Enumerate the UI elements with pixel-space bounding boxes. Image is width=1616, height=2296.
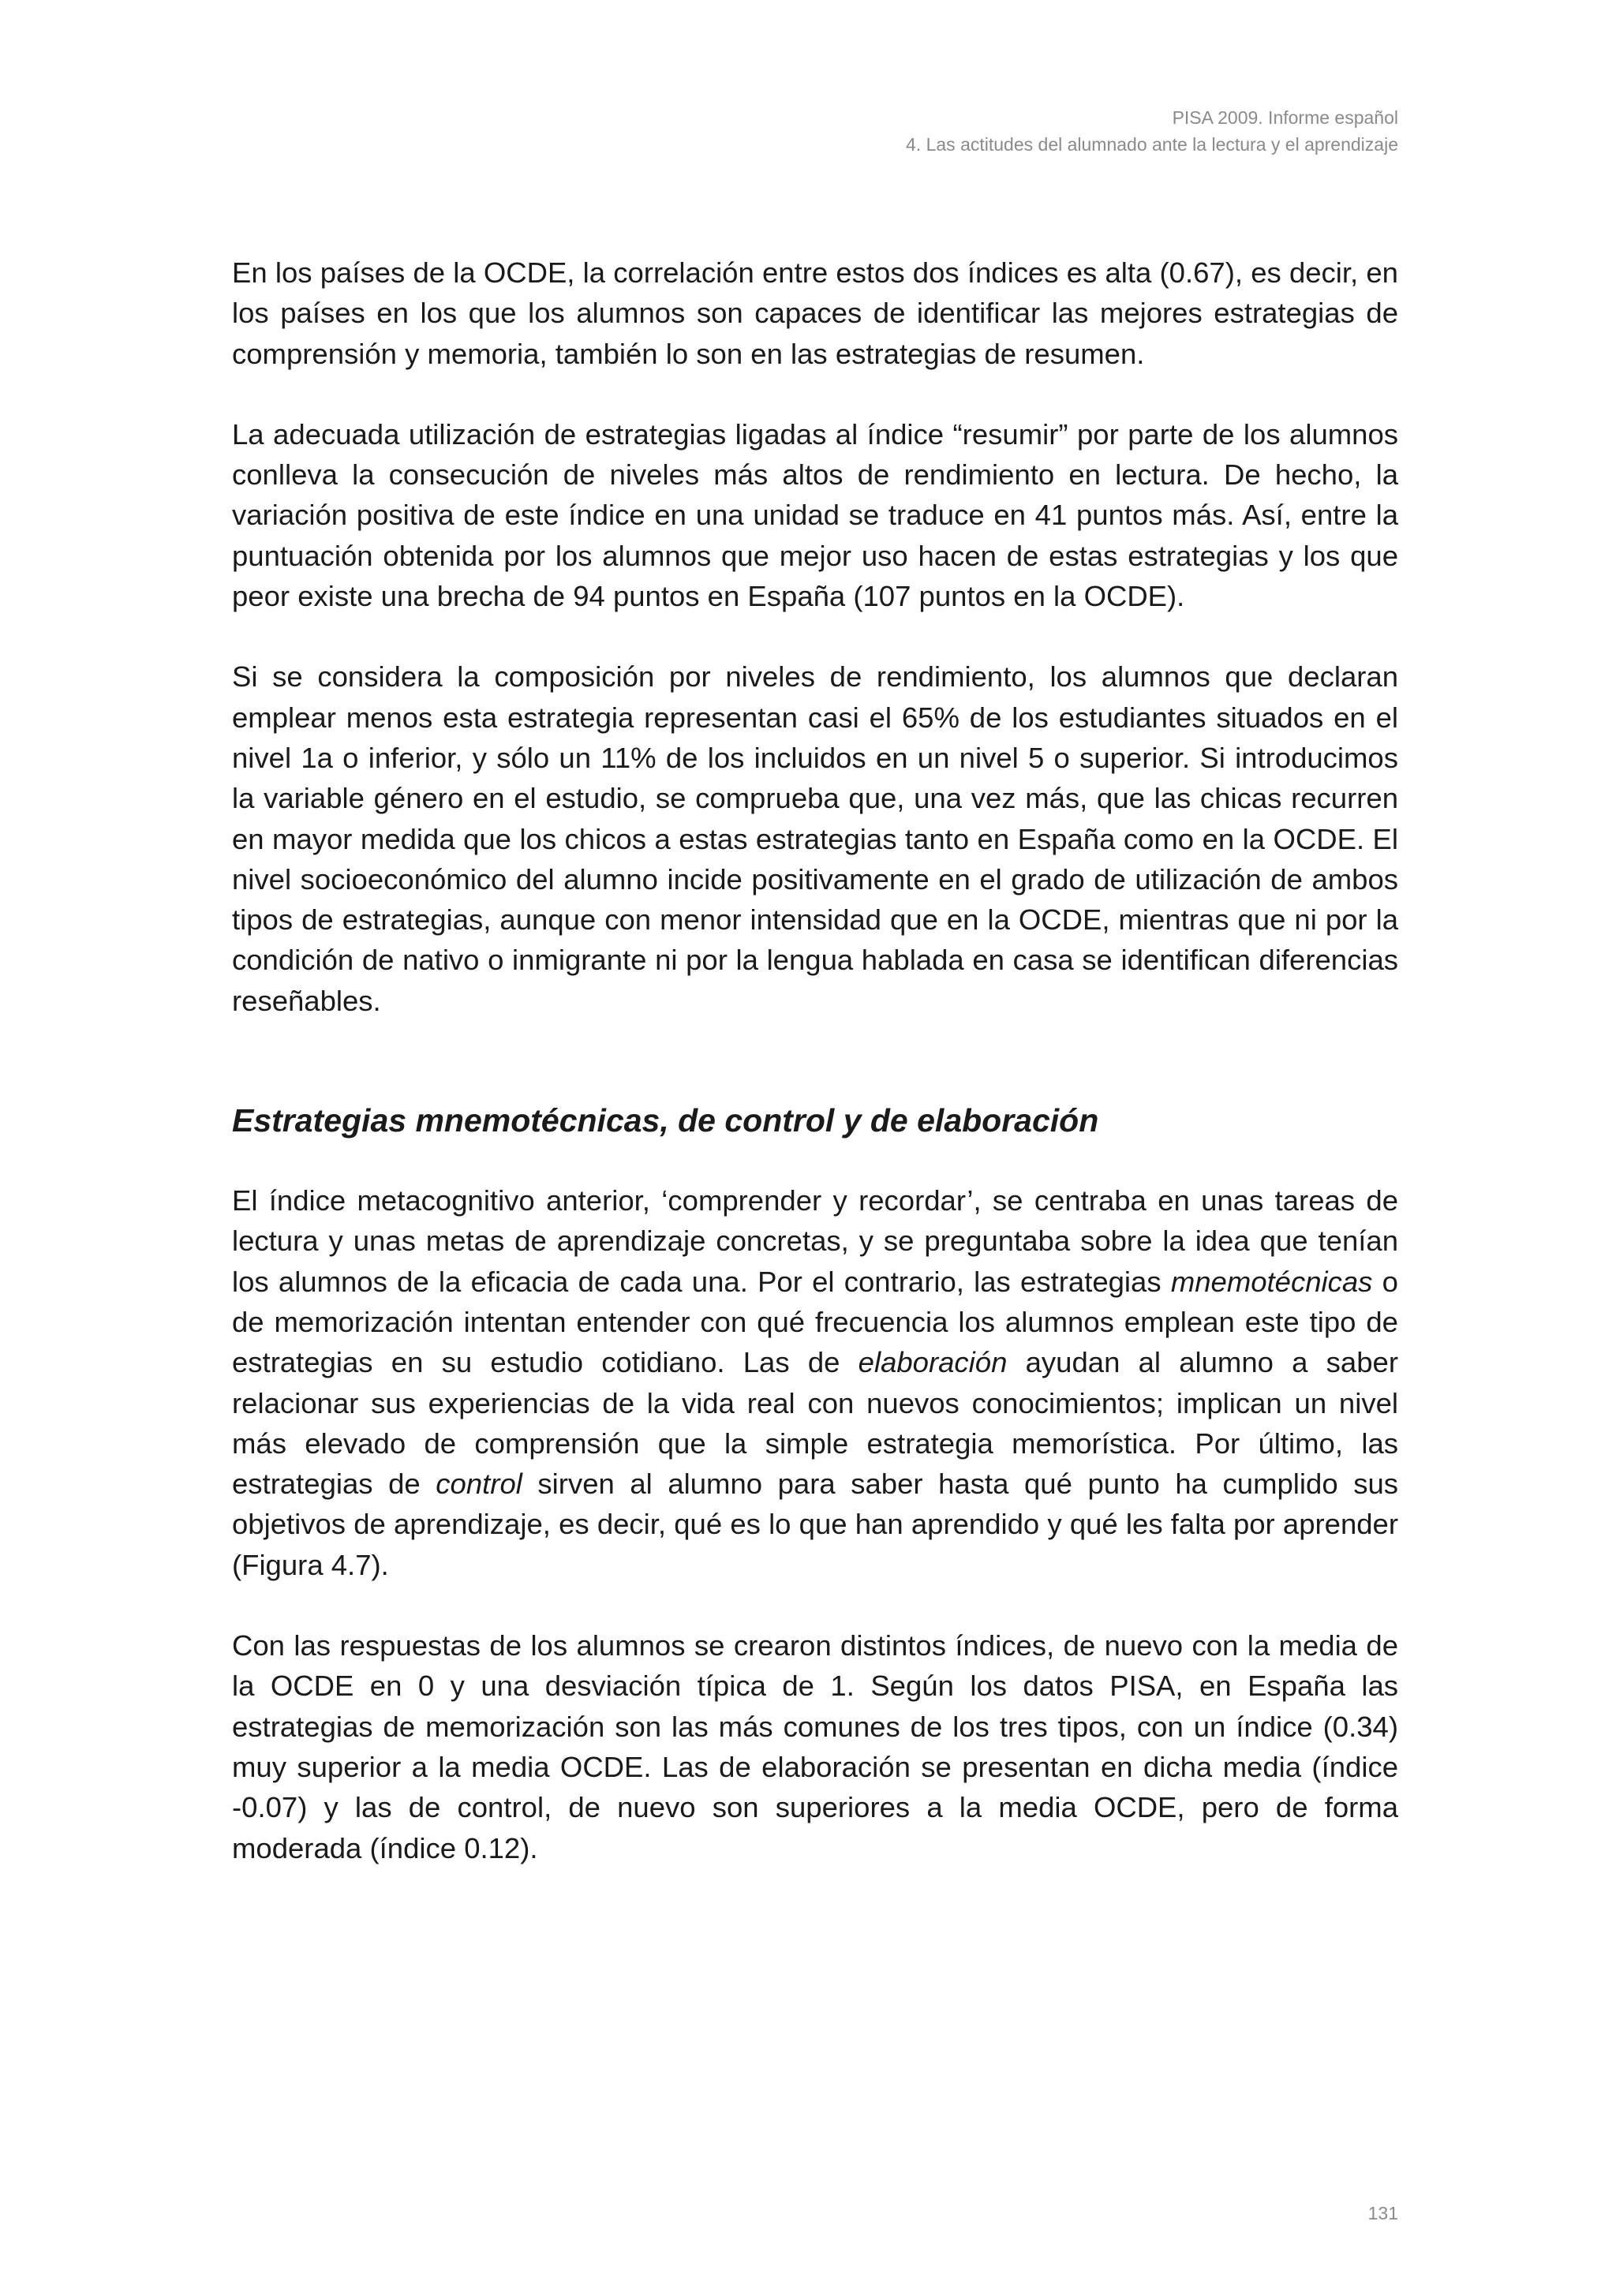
body-text [232,252,1398,1868]
text-segment: o de memorización intentan entender con qué frecuencia los alumnos emplean este tipo de estrategias en su estudio cotidiano. Las de [232,1265,1398,1379]
emphasis-mnemotecnicas: mnemotécnicas [1170,1265,1373,1298]
text-segment: El índice metacognitivo anterior, ‘comprender y recordar’, se centraba en unas tareas de lectura y unas metas de aprendizaje concretas, y se preguntaba sobre la idea que tenían los alumnos de la eficacia de cada una. Por el contrario, las estrategias [232,1184,1398,1298]
header-chapter-title: 4. Las actitudes del alumnado ante la lectura y el aprendizaje [906,134,1398,155]
paragraph-correlation: En los países de la OCDE, la correlación entre estos dos índices es alta (0.67), es decir, en los países en los que los alumnos son capaces de identificar las mejores estrategias de comprensión y memoria, también lo son en las estrategias de resumen. [232,256,1398,370]
running-header [906,104,1398,158]
paragraph-performance-levels: Si se considera la composición por niveles de rendimiento, los alumnos que declaran emplear menos esta estrategia representan casi el 65% de los estudiantes situados en el nivel 1a o inferior, y sólo un 11% de los incluidos en un nivel 5 o superior. Si introducimos la variable género en el estudio, se comprueba que, una vez más, que las chicas recurren en mayor medida que los chicos a estas estrategias tanto en España como en la OCDE. El nivel socioeconómico del alumno incide positivamente en el grado de utilización de ambos tipos de estrategias, aunque con menor intensidad que en la OCDE, mientras que ni por la condición de nativo o inmigrante ni por la lengua hablada en casa se identifican diferencias reseñables. [232,660,1398,1017]
text-segment: sirven al alumno para saber hasta qué punto ha cumplido sus objetivos de aprendizaje, es decir, qué es lo que han aprendido y qué les falta por aprender (Figura 4.7). [232,1468,1398,1581]
emphasis-elaboracion: elaboración [858,1346,1008,1379]
text-segment: ayudan al alumno a saber relacionar sus experiencias de la vida real con nuevos conocimientos; implican un nivel más elevado de comprensión que la simple estrategia memorística. Por último, las estrategias de [232,1346,1398,1501]
emphasis-control: control [436,1468,522,1501]
page-number: 131 [1367,2203,1398,2223]
paragraph-summarize-index: La adecuada utilización de estrategias ligadas al índice “resumir” por parte de los alumnos conlleva la consecución de niveles más altos de rendimiento en lectura. De hecho, la variación positiva de este índice en una unidad se traduce en 41 puntos más. Así, entre la puntuación obtenida por los alumnos que mejor uso hacen de estas estrategias y los que peor existe una brecha de 94 puntos en España (107 puntos en la OCDE). [232,417,1398,613]
paragraph-metacognitive-index [232,1180,1398,1585]
header-report-title: PISA 2009. Informe español [1172,107,1398,128]
paragraph-indices: Con las respuestas de los alumnos se crearon distintos índices, de nuevo con la media de la OCDE en 0 y una desviación típica de 1. Según los datos PISA, en España las estrategias de memorización son las más comunes de los tres tipos, con un índice (0.34) muy superior a la media OCDE. Las de elaboración se presentan en dicha media (índice -0.07) y las de control, de nuevo son superiores a la media OCDE, pero de forma moderada (índice 0.12). [232,1629,1398,1864]
section-heading: Estrategias mnemotécnicas, de control y de elaboración [232,1102,1099,1139]
